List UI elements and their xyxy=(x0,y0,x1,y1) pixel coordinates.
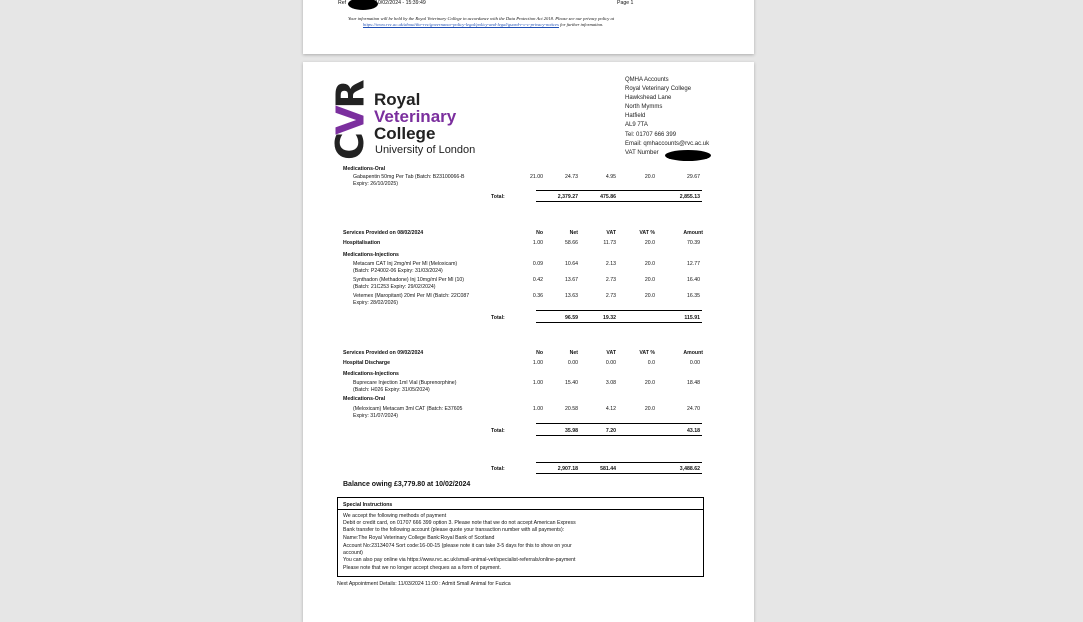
address-line: Royal Veterinary College xyxy=(625,86,692,93)
grand-total-vat: 581.44 xyxy=(600,466,616,472)
address-line: Hawkshead Lane xyxy=(625,95,672,102)
previous-page xyxy=(303,0,754,54)
item-amount: 16.40 xyxy=(687,277,700,283)
next-appointment: Next Appointment Details: 11/03/2024 11:00 : Admit Small Animal for Fuzica xyxy=(337,581,511,587)
total-net: 35.98 xyxy=(565,428,578,434)
privacy-tail: for further information. xyxy=(560,22,604,27)
instruction-line: Please note that we no longer accept cheques as a form of payment. xyxy=(343,565,502,571)
total-net: 2,379.27 xyxy=(557,194,578,200)
item-net: 10.64 xyxy=(565,261,578,267)
balance-owing: Balance owing £3,779.80 at 10/02/2024 xyxy=(343,481,471,488)
vat-number-redaction xyxy=(665,150,711,161)
logo-letter-c: C xyxy=(327,132,372,160)
item-net: 15.40 xyxy=(565,380,578,386)
logo-college: College xyxy=(374,124,436,143)
logo-veterinary: Veterinary xyxy=(374,107,457,126)
item-amount: 18.48 xyxy=(687,380,700,386)
logo-letter-r: R xyxy=(328,79,373,109)
total-label: Total: xyxy=(491,194,505,200)
logo-royal: Royal xyxy=(374,90,421,109)
logo-university: University of London xyxy=(375,144,476,156)
item-vat-percent: 20.0 xyxy=(644,174,655,180)
item-vat: 2.73 xyxy=(605,293,616,299)
divider xyxy=(536,435,702,436)
col-vat: VAT xyxy=(606,350,616,356)
item-description: Buprecare Injection 1ml Vial (Buprenorphine) xyxy=(353,380,457,386)
item-amount: 70.39 xyxy=(687,240,700,246)
page-number: Page 1 xyxy=(617,0,634,6)
item-description: Metacam CAT Inj 2mg/ml Per Ml (Meloxicam) xyxy=(353,261,458,267)
ref-value: 10/02/2024 - 15:39:49 xyxy=(375,0,426,6)
divider xyxy=(536,473,702,474)
total-net: 96.59 xyxy=(565,315,578,321)
total-label: Total: xyxy=(491,315,505,321)
item-amount: 16.35 xyxy=(687,293,700,299)
instruction-line: Account No:23134074 Sort code:16-00-15 (please note it can take 3-5 days for this to show on your xyxy=(343,543,572,549)
col-no: No xyxy=(536,350,543,356)
instruction-line: We accept the following methods of payment xyxy=(343,513,447,519)
item-no: 0.42 xyxy=(532,277,543,283)
item-no: 1.00 xyxy=(532,360,543,366)
line-item-label: Hospitalisation xyxy=(343,240,381,246)
invoice-page xyxy=(303,62,754,622)
item-vat-percent: 20.0 xyxy=(644,277,655,283)
item-description: (Batch: P24002-06 Expiry: 31/03/2024) xyxy=(353,268,443,274)
grand-total-label: Total: xyxy=(491,466,505,472)
address-line: Email: qmhaccounts@rvc.ac.uk xyxy=(625,140,710,147)
item-vat-percent: 20.0 xyxy=(644,380,655,386)
item-amount: 0.00 xyxy=(689,360,700,366)
item-vat: 3.08 xyxy=(605,380,616,386)
item-net: 0.00 xyxy=(567,360,578,366)
address-line: Tel: 01707 666 399 xyxy=(625,131,677,138)
ref-label: Ref xyxy=(338,0,347,6)
section-heading: Services Provided on 08/02/2024 xyxy=(343,230,424,236)
address-block xyxy=(625,76,709,158)
privacy-link[interactable]: https://www.rvc.ac.uk/about/the-rvc/governance-policy-legal/policy-and-legal/guard-r-c-c-privacy-notices xyxy=(363,22,559,27)
divider xyxy=(536,322,702,323)
total-vat: 19.32 xyxy=(603,315,616,321)
item-no: 0.36 xyxy=(532,293,543,299)
address-line: AL9 7TA xyxy=(625,122,648,129)
total-amount: 2,855.13 xyxy=(679,194,700,200)
special-instructions-title: Special Instructions xyxy=(343,502,393,508)
special-instructions-box xyxy=(337,497,704,577)
divider xyxy=(536,190,702,191)
category-label: Medications-Oral xyxy=(343,396,386,402)
item-vat-percent: 0.0 xyxy=(647,360,655,366)
item-description: (Batch: 21C253 Expiry: 29/02/2024) xyxy=(353,284,436,290)
address-line: VAT Number xyxy=(625,149,659,156)
redaction xyxy=(348,0,378,10)
divider xyxy=(536,462,702,463)
instruction-line: Name:The Royal Veterinary College Bank:Royal Bank of Scotland xyxy=(343,535,495,541)
item-net: 24.73 xyxy=(565,174,578,180)
logo-letter-v: V xyxy=(328,105,373,135)
col-amount: Amount xyxy=(683,230,703,236)
category-label: Medications-Injections xyxy=(343,371,399,377)
item-vat: 2.13 xyxy=(605,261,616,267)
item-vat-percent: 20.0 xyxy=(644,261,655,267)
item-amount: 24.70 xyxy=(687,406,700,412)
item-vat: 4.12 xyxy=(605,406,616,412)
total-amount: 115.91 xyxy=(684,315,700,321)
col-no: No xyxy=(536,230,543,236)
grand-total-net: 2,907.18 xyxy=(557,466,578,472)
address-line: Hatfield xyxy=(625,113,646,120)
col-net: Net xyxy=(569,230,578,236)
section-heading: Services Provided on 09/02/2024 xyxy=(343,350,424,356)
item-net: 20.58 xyxy=(565,406,578,412)
total-vat: 475.86 xyxy=(600,194,616,200)
total-amount: 43.18 xyxy=(687,428,700,434)
item-description: Synthadon (Methadone) Inj 10mg/ml Per Ml (10) xyxy=(353,277,465,283)
item-amount: 12.77 xyxy=(687,261,700,267)
item-vat: 4.95 xyxy=(605,174,616,180)
item-description: (Batch: H026 Expiry: 31/05/2024) xyxy=(353,387,430,393)
item-description: Expiry: 28/02/2026) xyxy=(353,300,398,306)
total-vat: 7.20 xyxy=(605,428,616,434)
col-vat-percent: VAT % xyxy=(639,230,655,236)
item-net: 13.67 xyxy=(565,277,578,283)
category-label: Medications-Injections xyxy=(343,252,399,258)
item-vat: 2.73 xyxy=(605,277,616,283)
item-vat-percent: 20.0 xyxy=(644,406,655,412)
instruction-line: Debit or credit card, on 01707 666 399 option 3. Please note that we do not accept American Express xyxy=(343,520,576,526)
item-no: 21.00 xyxy=(530,174,543,180)
item-no: 1.00 xyxy=(532,406,543,412)
col-amount: Amount xyxy=(683,350,703,356)
total-label: Total: xyxy=(491,428,505,434)
item-no: 0.09 xyxy=(532,261,543,267)
item-description: Gabapentin 50mg Per Tab (Batch: B23100066-B xyxy=(353,174,465,180)
privacy-line-2 xyxy=(363,22,603,28)
item-vat-percent: 20.0 xyxy=(644,240,655,246)
item-description: Expiry: 26/10/2025) xyxy=(353,181,398,187)
address-line: QMHA Accounts xyxy=(625,77,669,83)
item-net: 58.66 xyxy=(565,240,578,246)
col-vat-percent: VAT % xyxy=(639,350,655,356)
privacy-line-1: Your information will be held by the Royal Veterinary College in accordance with the Data Protection Act 2018. Please see our privacy policy at xyxy=(348,16,615,21)
category-label: Medications-Oral xyxy=(343,166,386,172)
item-net: 13.63 xyxy=(565,293,578,299)
line-item-label: Hospital Discharge xyxy=(343,360,390,366)
item-description: Expiry: 31/07/2024) xyxy=(353,413,398,419)
item-amount: 29.67 xyxy=(687,174,700,180)
item-vat: 0.00 xyxy=(605,360,616,366)
divider xyxy=(536,310,702,311)
item-no: 1.00 xyxy=(532,240,543,246)
address-line: North Mymms xyxy=(625,104,663,111)
item-vat: 11.73 xyxy=(603,240,616,246)
grand-total-amount: 3,488.62 xyxy=(679,466,700,472)
col-vat: VAT xyxy=(606,230,616,236)
instruction-line: Bank transfer to the following account (please quote your transaction number with all payments): xyxy=(343,527,565,533)
instruction-line: account) xyxy=(343,550,363,556)
item-vat-percent: 20.0 xyxy=(644,293,655,299)
item-no: 1.00 xyxy=(532,380,543,386)
divider xyxy=(536,423,702,424)
col-net: Net xyxy=(569,350,578,356)
item-description: Vetemex (Maropitant) 20ml Per Ml (Batch: 22C087 xyxy=(353,293,470,299)
divider xyxy=(536,201,702,202)
divider xyxy=(338,509,703,510)
item-description: (Meloxicam) Metacam 3ml CAT (Batch: E37605 xyxy=(353,406,463,412)
instruction-line: You can also pay online via https://www.rvc.ac.uk/small-animal-vet/specialist-referrals/online-payment xyxy=(343,557,576,563)
